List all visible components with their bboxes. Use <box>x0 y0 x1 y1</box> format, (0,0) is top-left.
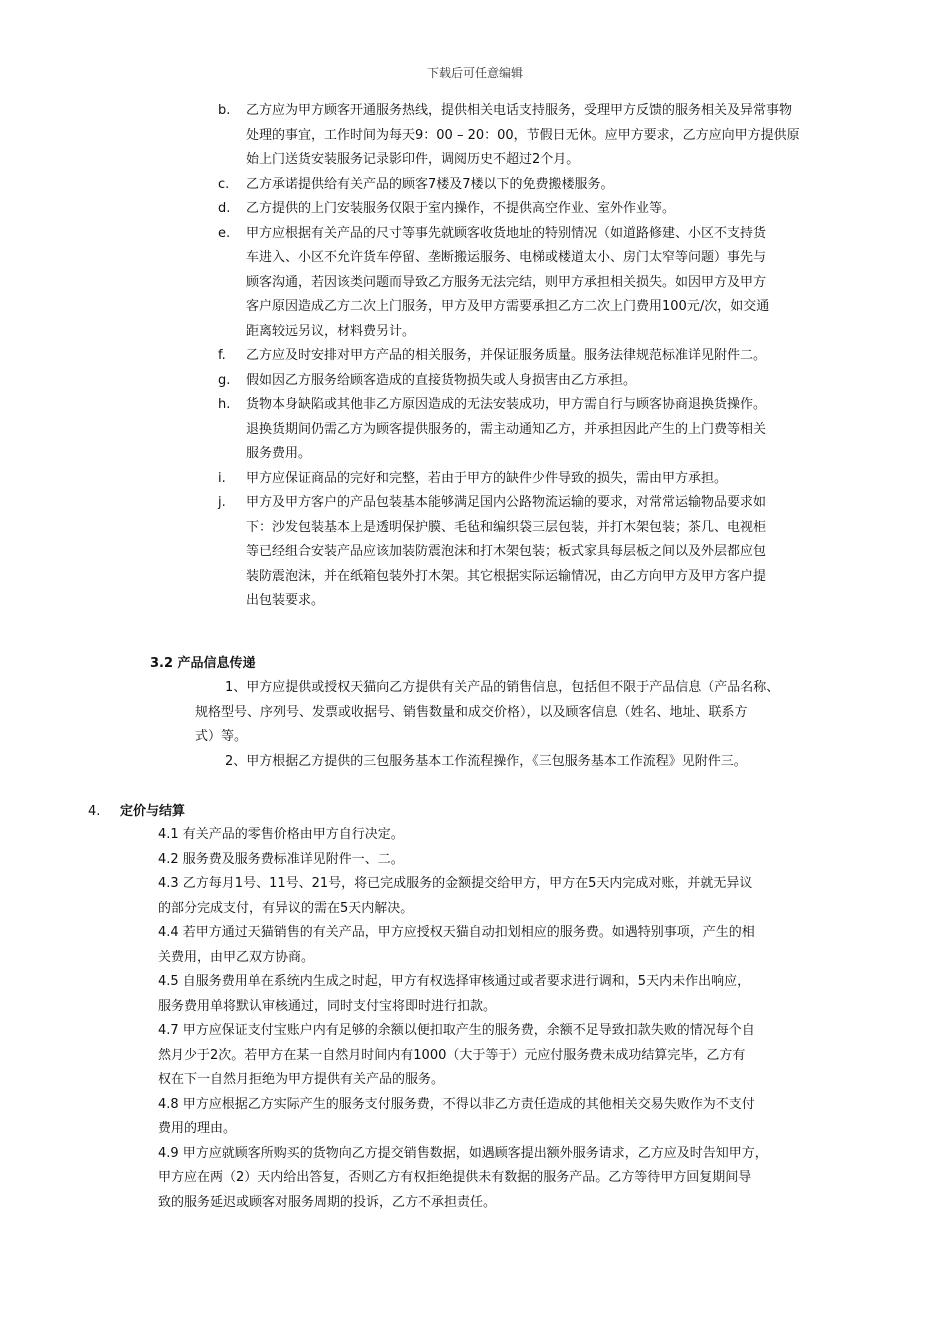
list-item-text <box>246 467 866 492</box>
list-item <box>0 222 950 345</box>
list-item <box>0 393 950 467</box>
text-line: 甲方及甲方客户的产品包装基本能够满足国内公路物流运输的要求，对常常运输物品要求如 <box>246 495 767 510</box>
list-item <box>0 467 950 492</box>
text-line: 致的服务延迟或顾客对服务周期的投诉，乙方不承担责任。 <box>158 1194 497 1210</box>
text-line: 始上门送货安装服务记录影印件，调阅历史不超过2个月。 <box>246 152 580 167</box>
text-line: 车进入、小区不允许货车停留、垄断搬运服务、电梯或楼道太小、房门太窄等问题）事先与 <box>246 250 767 265</box>
text-line: 甲方应保证商品的完好和完整，若由于甲方的缺件少件导致的损失，需由甲方承担。 <box>246 470 728 486</box>
text-line: 4.4 若甲方通过天猫销售的有关产品，甲方应授权天猫自动扣划相应的服务费。如遇特别事项，产生的相 <box>158 925 755 940</box>
list-marker: g. <box>218 372 231 388</box>
text-line: 等已经组合安装产品应该加装防震泡沫和打木架包装；板式家具每层板之间以及外层都应包 <box>246 544 767 559</box>
list-marker: e. <box>218 225 231 241</box>
text-line: 出包装要求。 <box>246 593 325 608</box>
text-line: 4.9 甲方应就顾客所购买的货物向乙方提交销售数据，如遇顾客提出额外服务请求，乙方应及时告知甲方， <box>158 1145 768 1161</box>
text-line: 乙方应为甲方顾客开通服务热线，提供相关电话支持服务，受理甲方反馈的服务相关及异常事物 <box>246 103 793 118</box>
list-item-text <box>246 393 866 467</box>
service-terms-list <box>0 99 950 614</box>
text-line: 服务费用单将默认审核通过，同时支付宝将即时进行扣款。 <box>158 998 497 1014</box>
text-line: 乙方承诺提供给有关产品的顾客7楼及7楼以下的免费搬楼服务。 <box>246 176 614 192</box>
text-line: 规格型号、序列号、发票或收据号、销售数量和成交价格），以及顾客信息（姓名、地址、联系方 <box>195 704 748 720</box>
page-header: 下载后可任意编辑 <box>426 66 523 80</box>
text-line: 处理的事宜，工作时间为每天9：00 – 20：00，节假日无休。应甲方要求，乙方应向甲方提供原 <box>246 127 800 143</box>
list-item-text <box>246 344 866 369</box>
text-line: 权在下一自然月拒绝为甲方提供有关产品的服务。 <box>158 1072 445 1087</box>
text-line: 距离较远另议，材料费另计。 <box>246 323 416 339</box>
list-item-text <box>246 173 866 198</box>
text-line: 装防震泡沫，并在纸箱包装外打木架。其它根据实际运输情况，由乙方向甲方及甲方客户提 <box>246 568 767 584</box>
list-item <box>0 369 950 394</box>
list-marker: h. <box>218 397 231 412</box>
text-line: 4.3 乙方每月1号、11号、21号，将已完成服务的金额提交给甲方，甲方在5天内完成对账，并就无异议 <box>158 876 753 891</box>
text-line: 1、甲方应提供或授权天猫向乙方提供有关产品的销售信息，包括但不限于产品信息（产品名称、 <box>225 680 780 695</box>
list-item-text <box>246 99 866 173</box>
list-item <box>0 491 950 614</box>
text-line: 4.8 甲方应根据乙方实际产生的服务支付服务费，不得以非乙方责任造成的其他相关交易失败作为不支付 <box>158 1096 755 1112</box>
text-line: 甲方应在两（2）天内给出答复，否则乙方有权拒绝提供未有数据的服务产品。乙方等待甲方回复期间导 <box>158 1170 752 1185</box>
paragraph <box>195 676 950 750</box>
text-line: 客户原因造成乙方二次上门服务，甲方及甲方需要承担乙方二次上门费用100元/次，如交通 <box>246 299 770 314</box>
section-4-heading <box>88 800 185 819</box>
text-line: 乙方提供的上门安装服务仅限于室内操作，不提供高空作业、室外作业等。 <box>246 201 676 216</box>
list-item <box>0 344 950 369</box>
text-line: 假如因乙方服务给顾客造成的直接货物损失或人身损害由乙方承担。 <box>246 372 637 388</box>
list-item-text <box>246 491 866 614</box>
text-line: 服务费用。 <box>246 446 312 461</box>
text-line: 货物本身缺陷或其他非乙方原因造成的无法安装成功，甲方需自行与顾客协商退换货操作。 <box>246 397 767 412</box>
text-line: 乙方应及时安排对甲方产品的相关服务，并保证服务质量。服务法律规范标准详见附件二。 <box>246 348 767 363</box>
text-line: 顾客沟通，若因该类问题而导致乙方服务无法完结，则甲方承担相关损失。如因甲方及甲方 <box>246 274 767 290</box>
list-marker: d. <box>218 201 231 216</box>
section-3-2-heading: 3.2 产品信息传递 <box>150 656 256 671</box>
section-title: 定价与结算 <box>120 804 186 819</box>
text-line: 下：沙发包装基本上是透明保护膜、毛毡和编织袋三层包装，并打木架包装；茶几、电视柜 <box>246 519 767 535</box>
text-line: 2、甲方根据乙方提供的三包服务基本工作流程操作，《三包服务基本工作流程》见附件三。 <box>225 753 747 769</box>
text-line: 的部分完成支付，有异议的需在5天内解决。 <box>158 900 414 916</box>
paragraph <box>225 750 950 775</box>
text-line: 4.1 有关产品的零售价格由甲方自行决定。 <box>158 827 404 842</box>
section-number: 4. <box>88 804 101 819</box>
text-line: 甲方应根据有关产品的尺寸等事先就顾客收货地址的特别情况（如道路修建、小区不支持货 <box>246 225 767 241</box>
text-line: 4.7 甲方应保证支付宝账户内有足够的余额以便扣取产生的服务费，余额不足导致扣款失败的情况每个自 <box>158 1023 755 1038</box>
list-marker: i. <box>218 470 226 486</box>
list-item <box>0 99 950 173</box>
section-3-2-body <box>0 676 950 774</box>
text-line: 退换货期间仍需乙方为顾客提供服务的，需主动通知乙方，并承担因此产生的上门费等相关 <box>246 421 767 437</box>
list-item <box>0 197 950 222</box>
text-line: 关费用，由甲乙双方协商。 <box>158 949 315 965</box>
list-marker: f. <box>218 348 226 363</box>
list-marker: c. <box>218 176 230 192</box>
text-line: 费用的理由。 <box>158 1121 237 1136</box>
list-marker: b. <box>218 103 231 118</box>
list-item <box>0 173 950 198</box>
list-marker: j. <box>218 495 226 510</box>
section-4-body <box>158 823 878 1215</box>
text-line: 4.5 自服务费用单在系统内生成之时起，甲方有权选择审核通过或者要求进行调和，5天内未作出响应， <box>158 974 751 989</box>
list-item-text <box>246 222 866 345</box>
text-line: 4.2 服务费及服务费标准详见附件一、二。 <box>158 851 404 867</box>
text-line: 然月少于2次。若甲方在某一自然月时间内有1000（大于等于）元应付服务费未成功结算完毕，乙方有 <box>158 1047 746 1063</box>
list-item-text <box>246 197 866 222</box>
text-line: 式）等。 <box>195 729 248 744</box>
list-item-text <box>246 369 866 394</box>
